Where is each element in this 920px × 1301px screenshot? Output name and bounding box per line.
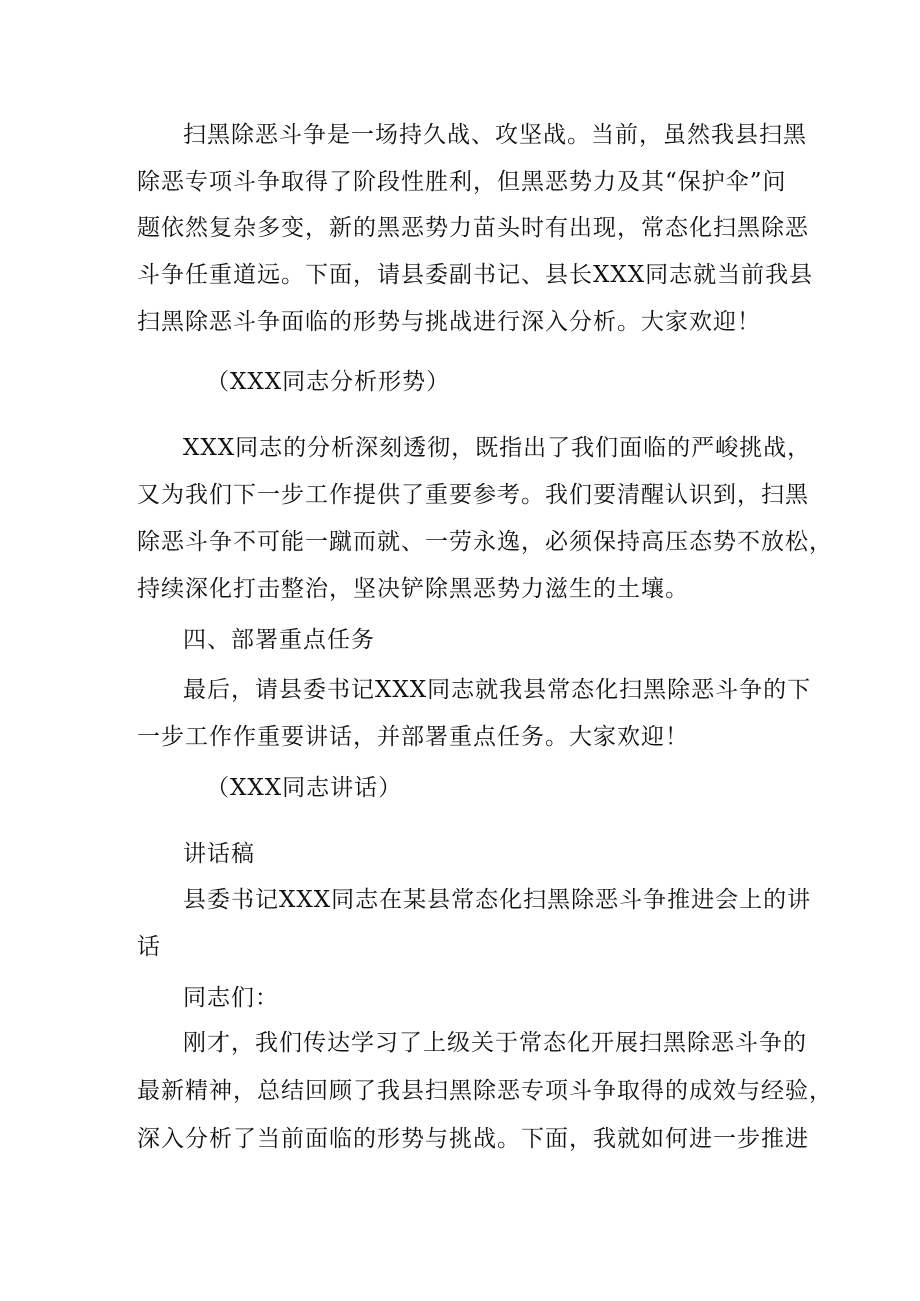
speech-title-line: 县委书记XXX同志在某县常态化扫黑除恶斗争推进会上的讲 xyxy=(183,887,812,913)
paragraph-line: 最后，请县委书记XXX同志就我县常态化扫黑除恶斗争的下 xyxy=(183,677,812,703)
paragraph-line: 深入分析了当前面临的形势与挑战。下面，我就如何进一步推进 xyxy=(137,1126,809,1152)
stage-note: （XXX同志讲话） xyxy=(206,775,403,801)
paragraph-line: 刚才，我们传达学习了上级关于常态化开展扫黑除恶斗争的 xyxy=(183,1030,807,1056)
greeting: 同志们： xyxy=(183,985,279,1011)
paragraph-line: 除恶斗争不可能一蹴而就、一劳永逸，必须保持高压态势不放松， xyxy=(137,529,833,555)
paragraph-line: 题依然复杂多变，新的黑恶势力苗头时有出现，常态化扫黑除恶 xyxy=(137,215,809,241)
stage-note: （XXX同志分析形势） xyxy=(206,369,451,395)
document-label: 讲话稿 xyxy=(183,841,255,867)
paragraph-line: 扫黑除恶斗争面临的形势与挑战进行深入分析。大家欢迎！ xyxy=(137,309,761,335)
paragraph-line: XXX同志的分析深刻透彻，既指出了我们面临的严峻挑战， xyxy=(183,435,812,461)
paragraph-line: 一步工作作重要讲话，并部署重点任务。大家欢迎！ xyxy=(137,724,689,750)
paragraph-line: 扫黑除恶斗争是一场持久战、攻坚战。当前，虽然我县扫黑 xyxy=(183,122,807,148)
paragraph-line: 最新精神，总结回顾了我县扫黑除恶专项斗争取得的成效与经验， xyxy=(137,1078,833,1104)
section-heading: 四、部署重点任务 xyxy=(183,627,375,653)
paragraph-line: 持续深化打击整治，坚决铲除黑恶势力滋生的土壤。 xyxy=(137,576,689,602)
speech-title-line: 话 xyxy=(137,934,161,960)
paragraph-line: 除恶专项斗争取得了阶段性胜利，但黑恶势力及其“保护伞”问 xyxy=(137,169,787,195)
paragraph-line: 又为我们下一步工作提供了重要参考。我们要清醒认识到，扫黑 xyxy=(137,482,809,508)
paragraph-line: 斗争任重道远。下面，请县委副书记、县长XXX同志就当前我县 xyxy=(137,262,814,288)
